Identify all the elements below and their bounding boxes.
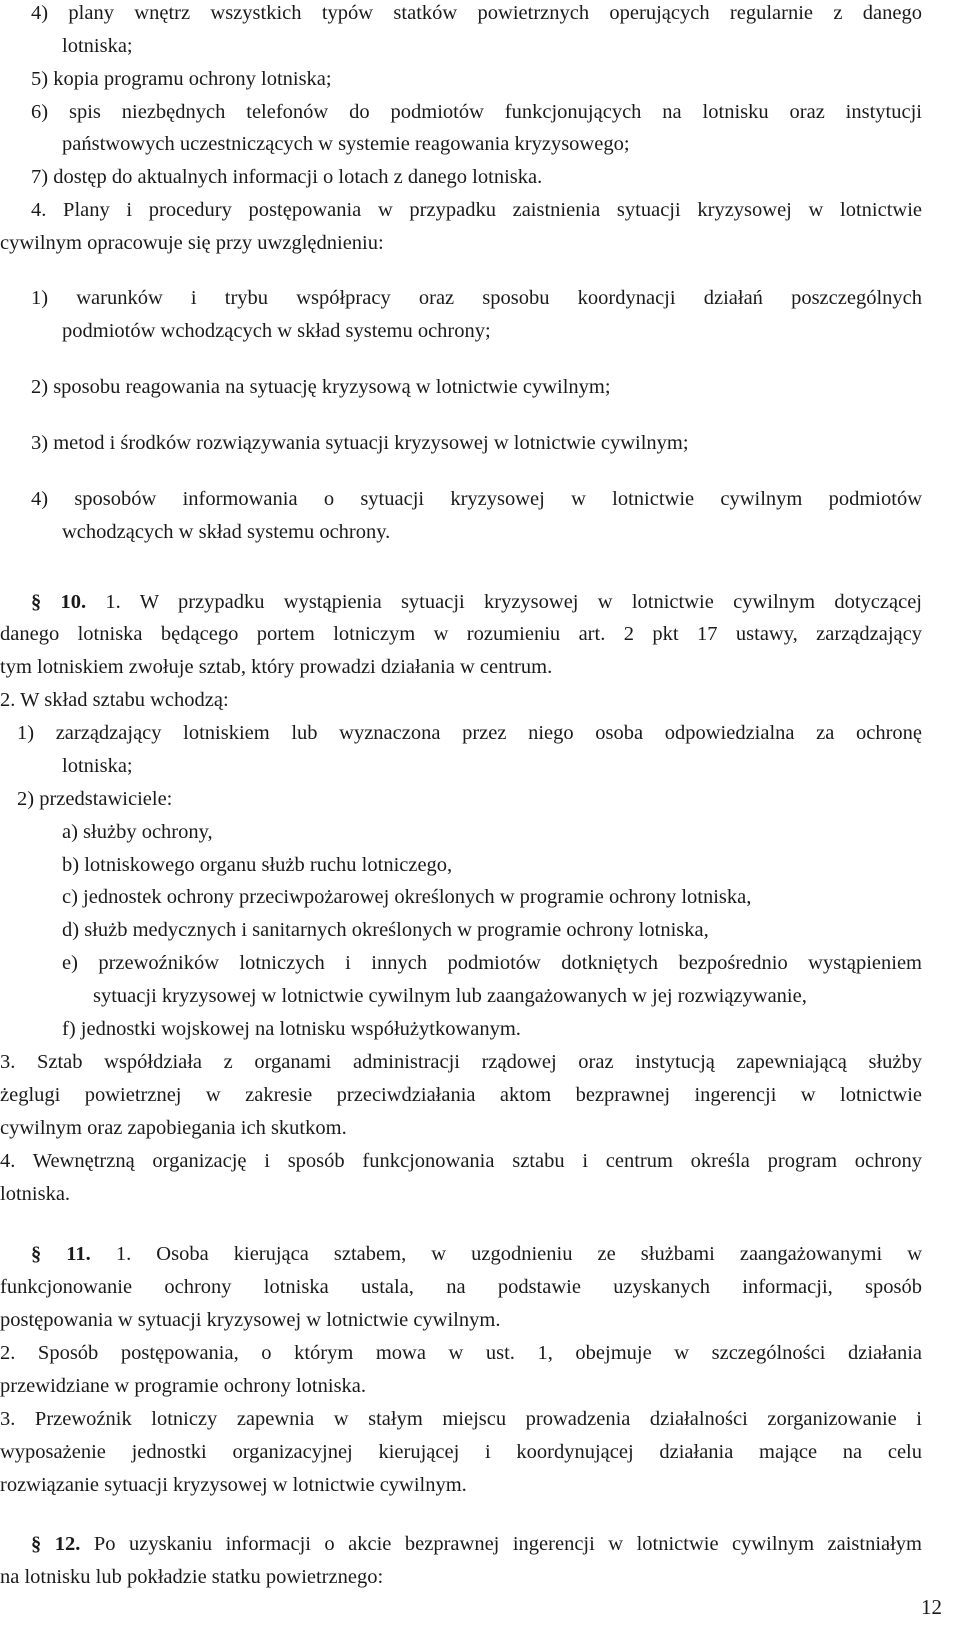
section-number: § 10. [31, 591, 87, 613]
list-item: d) służb medycznych i sanitarnych określonych w programie ochrony lotniska, [62, 919, 709, 941]
text-line: 4) plany wnętrz wszystkich typów statków powietrznych operujących regularnie z danego [31, 2, 922, 24]
text-line: tym lotniskiem zwołuje sztab, który prowadzi działania w centrum. [0, 656, 553, 678]
list-item: e) przewoźników lotniczych i innych podmiotów dotkniętych bezpośrednio wystąpieniem [62, 952, 922, 974]
text-line: na lotnisku lub pokładzie statku powietrznego: [0, 1566, 384, 1588]
text-line: 4. Wewnętrzną organizację i sposób funkcjonowania sztabu i centrum określa program ochrony [0, 1150, 922, 1172]
section-number: § 12. [31, 1533, 81, 1555]
list-item: f) jednostki wojskowej na lotnisku współużytkowanym. [62, 1018, 521, 1040]
text-line: żeglugi powietrznej w zakresie przeciwdziałania aktom bezprawnej ingerencji w lotnictwie [0, 1084, 922, 1106]
text-line: cywilnym opracowuje się przy uwzględnieniu: [0, 232, 384, 254]
text-line: 5) kopia programu ochrony lotniska; [31, 68, 332, 90]
text-line: 6) spis niezbędnych telefonów do podmiotów funkcjonujących na lotnisku oraz instytucji [31, 101, 922, 123]
section-12-heading: § 12. Po uzyskaniu informacji o akcie bezprawnej ingerencji w lotnictwie cywilnym zaistniałym [31, 1533, 923, 1555]
list-item: a) służby ochrony, [62, 821, 213, 843]
text-line: 3. Sztab współdziała z organami administracji rządowej oraz instytucją zapewniającą służby [0, 1051, 922, 1073]
text-line: 7) dostęp do aktualnych informacji o lotach z danego lotniska. [31, 166, 543, 188]
list-item: sytuacji kryzysowej w lotnictwie cywilnym lub zaangażowanych w jej rozwiązywanie, [93, 985, 807, 1007]
page-number: 12 [921, 1595, 942, 1619]
list-item: 4) sposobów informowania o sytuacji kryzysowej w lotnictwie cywilnym podmiotów [31, 488, 922, 510]
text-line: funkcjonowanie ochrony lotniska ustala, na podstawie uzyskanych informacji, sposób [0, 1276, 922, 1298]
list-item: lotniska; [62, 755, 133, 777]
list-item: 2) sposobu reagowania na sytuację kryzysową w lotnictwie cywilnym; [31, 376, 611, 398]
list-item: b) lotniskowego organu służb ruchu lotniczego, [62, 854, 453, 876]
list-item: 2) przedstawiciele: [17, 788, 173, 810]
text-line: rozwiązanie sytuacji kryzysowej w lotnictwie cywilnym. [0, 1474, 467, 1496]
section-number: § 11. [31, 1243, 91, 1265]
list-item: c) jednostek ochrony przeciwpożarowej określonych w programie ochrony lotniska, [62, 886, 752, 908]
list-item: 1) warunków i trybu współpracy oraz sposobu koordynacji działań poszczególnych [31, 287, 922, 309]
text-line: postępowania w sytuacji kryzysowej w lotnictwie cywilnym. [0, 1309, 501, 1331]
text-line: państwowych uczestniczących w systemie reagowania kryzysowego; [62, 133, 630, 155]
text-line: lotniska; [62, 35, 133, 57]
text-line: lotniska. [0, 1183, 71, 1205]
list-item: 3) metod i środków rozwiązywania sytuacji kryzysowej w lotnictwie cywilnym; [31, 432, 689, 454]
text-line: danego lotniska będącego portem lotniczym w rozumieniu art. 2 pkt 17 ustawy, zarządzający [0, 623, 922, 645]
text-line: 2. Sposób postępowania, o którym mowa w ust. 1, obejmuje w szczególności działania [0, 1342, 922, 1364]
section-10-heading: § 10. 1. W przypadku wystąpienia sytuacji kryzysowej w lotnictwie cywilnym dotyczącej [31, 591, 922, 613]
list-item: wchodzących w skład systemu ochrony. [62, 521, 391, 543]
text-line: 2. W skład sztabu wchodzą: [0, 689, 229, 711]
section-11-heading: § 11. 1. Osoba kierująca sztabem, w uzgodnieniu ze służbami zaangażowanymi w [31, 1243, 923, 1265]
text-line: przewidziane w programie ochrony lotniska. [0, 1375, 367, 1397]
text-line: cywilnym oraz zapobiegania ich skutkom. [0, 1117, 347, 1139]
list-item: 1) zarządzający lotniskiem lub wyznaczona przez niego osoba odpowiedzialna za ochronę [17, 722, 922, 744]
text-line: 4. Plany i procedury postępowania w przypadku zaistnienia sytuacji kryzysowej w lotnictwie [31, 199, 922, 221]
text-line: 3. Przewoźnik lotniczy zapewnia w stałym miejscu prowadzenia działalności zorganizowanie i [0, 1408, 922, 1430]
text-line: wyposażenie jednostki organizacyjnej kierującej i koordynującej działania mające na celu [0, 1441, 922, 1463]
list-item: podmiotów wchodzących w skład systemu ochrony; [62, 320, 491, 342]
